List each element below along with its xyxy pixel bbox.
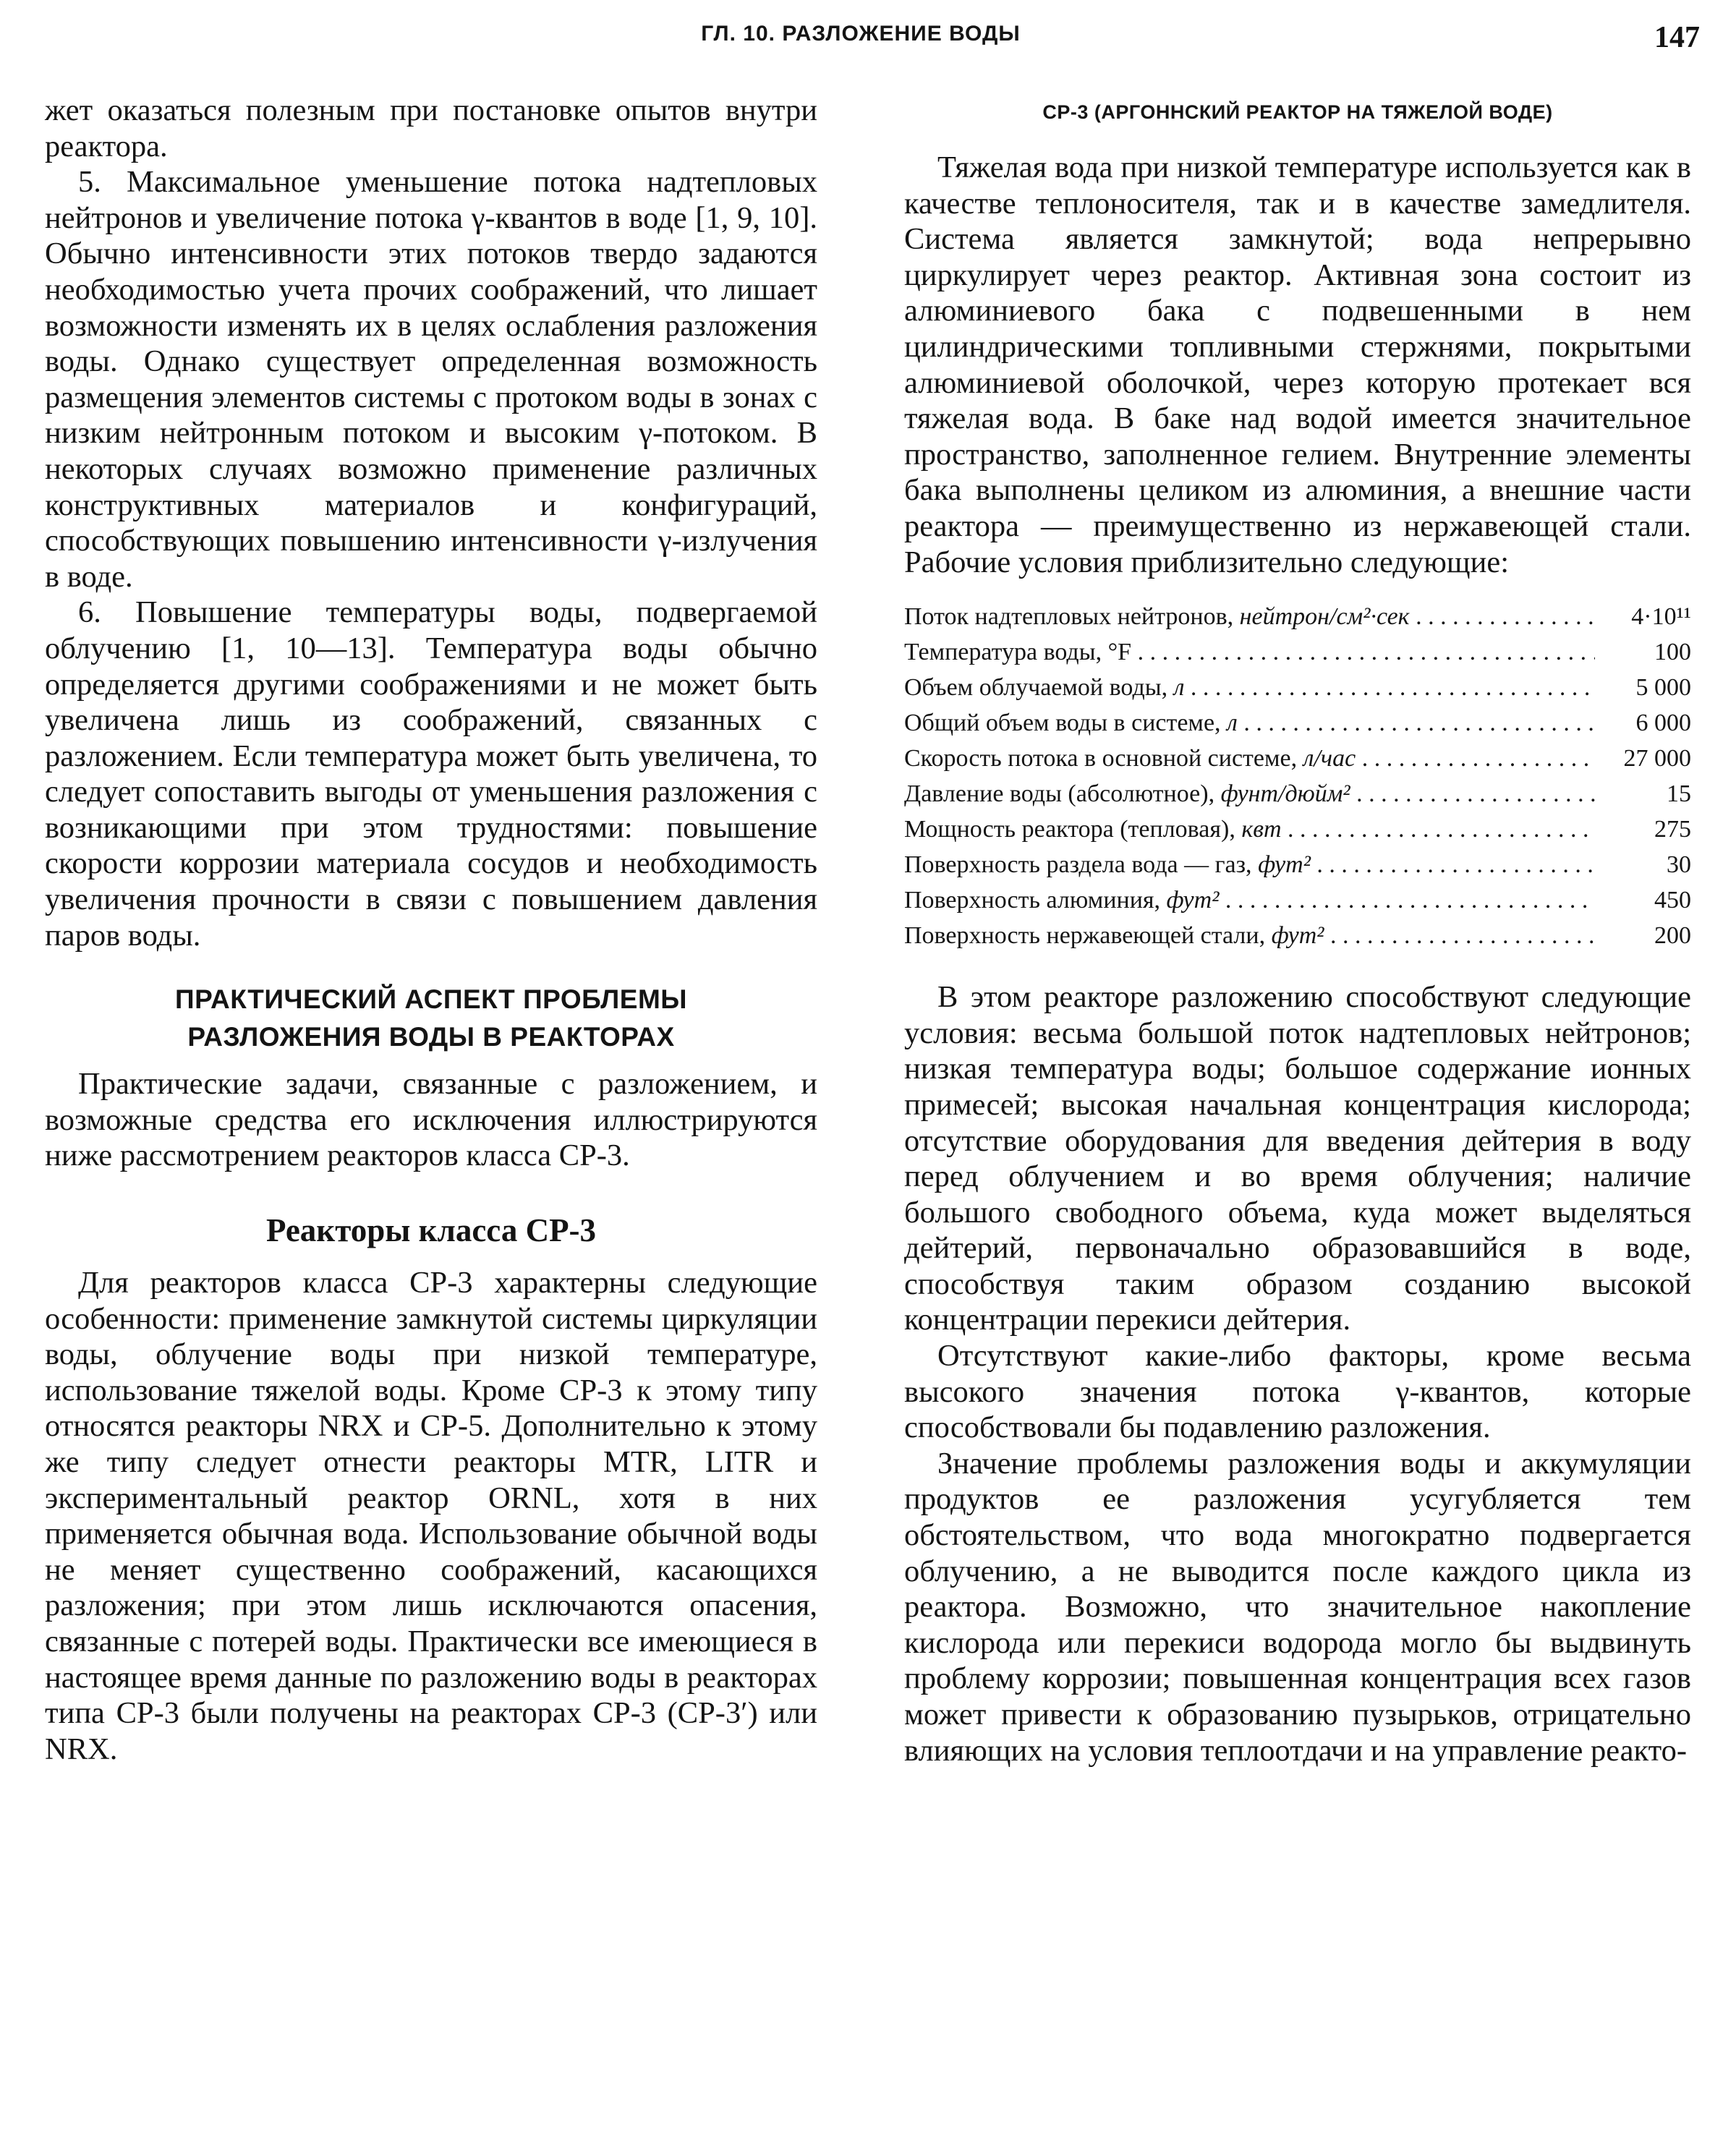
param-unit: нейтрон/см²·сек [1239, 603, 1410, 631]
param-unit: л [1173, 674, 1185, 702]
param-label-cell [904, 705, 1595, 741]
leader-dots [1356, 745, 1595, 772]
subheading: Реакторы класса СР-3 [265, 1212, 597, 1249]
paragraph: Для реакторов класса СР-3 характерны следующие особенности: применение замкнутой системы циркуляции воды, облучение воды при низкой температуре, использование тяжелой воды. Кроме СР-3 к этому типу относятся реакторы NRX и СР-5. Дополнительно к этому же типу следует отнести реакторы MTR, LITR и экспериментальный реактор ORNL, хотя в них применяется обычная вода. Использование обычной воды не меняет существенно соображений, касающихся разложения; при этом лишь исключаются опасения, связанные с потерей воды. Практически все имеющиеся в настоящее время данные по разложению воды в реакторах типа СР-3 были получены на реакторах СР-3 (СР-3′) или NRX. [45, 1266, 817, 1766]
table-row [904, 812, 1691, 847]
table-row [904, 918, 1691, 953]
param-label: Поверхность нержавеющей стали, [904, 922, 1266, 950]
param-label: Поток надтепловых нейтронов, [904, 603, 1234, 631]
table-row [904, 776, 1691, 812]
table-row [904, 599, 1691, 634]
param-unit: л/час [1303, 745, 1356, 772]
param-value: 27 000 [1623, 745, 1691, 772]
param-value: 5 000 [1635, 674, 1691, 702]
param-label-cell [904, 634, 1595, 670]
param-value: 30 [1667, 851, 1691, 879]
param-label-cell [904, 741, 1595, 776]
paragraph: жет оказаться полезным при постановке опытов внутри реактора. [45, 93, 817, 163]
param-label: Общий объем воды в системе, [904, 710, 1221, 737]
table-row [904, 705, 1691, 741]
leader-dots [1324, 922, 1595, 949]
param-label-cell [904, 882, 1595, 918]
param-label-cell [904, 847, 1595, 882]
leader-dots [1238, 710, 1595, 736]
param-unit: фунт/дюйм² [1220, 780, 1350, 808]
leader-dots [1410, 603, 1595, 630]
table-row [904, 882, 1691, 918]
table-row [904, 741, 1691, 776]
paragraph: 6. Повышение температуры воды, подвергаемой облучению [1, 10—13]. Температура воды обычно определяется другими соображениями и не может быть увеличена лишь из соображений, связанных с разложением. Если температура может быть увеличена, то следует сопоставить выгоды от уменьшения разложения с возникающими при этом трудностями: повышение скорости коррозии материала сосудов и необходимость увеличения прочности в связи с повышением давления паров воды. [45, 595, 817, 953]
param-label-cell [904, 776, 1595, 812]
param-label: Объем облучаемой воды, [904, 674, 1168, 702]
section-heading-line: ПРАКТИЧЕСКИЙ АСПЕКТ ПРОБЛЕМЫ [175, 984, 687, 1015]
paragraph: Отсутствуют какие-либо факторы, кроме весьма высокого значения потока γ-квантов, которые способствовали бы подавлению разложения. [904, 1339, 1691, 1445]
left-column [45, 93, 817, 1767]
param-label-cell [904, 918, 1595, 953]
param-value: 275 [1654, 816, 1691, 843]
leader-dots [1311, 851, 1595, 878]
operating-conditions-table [904, 599, 1691, 953]
running-title: ГЛ. 10. РАЗЛОЖЕНИЕ ВОДЫ [701, 22, 1021, 46]
param-value: 200 [1654, 922, 1691, 950]
section-heading: СР-3 (АРГОННСКИЙ РЕАКТОР НА ТЯЖЕЛОЙ ВОДЕ) [1042, 101, 1553, 123]
page-number: 147 [1654, 21, 1700, 54]
table-row [904, 634, 1691, 670]
leader-dots [1282, 816, 1595, 843]
leader-dots [1350, 780, 1595, 807]
param-label: Поверхность алюминия, [904, 887, 1161, 914]
param-label-cell [904, 599, 1595, 634]
param-value: 100 [1654, 639, 1691, 666]
param-value: 15 [1667, 780, 1691, 808]
param-value: 450 [1654, 887, 1691, 914]
param-label: Скорость потока в основной системе, [904, 745, 1298, 772]
leader-dots [1219, 887, 1595, 914]
paragraph: 5. Максимальное уменьшение потока надтепловых нейтронов и увеличение потока γ-квантов в воде [1, 9, 10]. Обычно интенсивности этих потоков твердо задаются необходимостью учета прочих соображений, что лишает возможности изменять их в целях ослабления разложения воды. Однако существует определенная возможность размещения элементов системы с протоком воды в зонах с низким нейтронным потоком и высоким γ-потоком. В некоторых случаях возможно применение различных конструктивных материалов и конфигураций, способствующих повышению интенсивности γ-излучения в воде. [45, 165, 817, 594]
param-value: 6 000 [1635, 710, 1691, 737]
paragraph: В этом реакторе разложению способствуют следующие условия: весьма большой поток надтепловых нейтронов; низкая температура воды; большое содержание ионных примесей; высокая начальная концентрация кислорода; отсутствие оборудования для введения дейтерия в воду перед облучением и во время облучения; наличие большого свободного объема, куда может выделяться дейтерий, первоначально образовавшийся в воде, способствуя таким образом созданию высокой концентрации перекиси дейтерия. [904, 980, 1691, 1337]
leader-dots [1184, 674, 1595, 701]
table-row [904, 847, 1691, 882]
param-value: 4·10¹¹ [1631, 603, 1691, 631]
paragraph: Значение проблемы разложения воды и аккумуляции продуктов ее разложения усугубляется тем обстоятельством, что вода многократно подвергается облучению, а не выводится после каждого цикла из реактора. Возможно, что значительное накопление кислорода или перекиси водорода могло бы выдвинуть проблему коррозии; повышенная концентрация всех газов может привести к образованию пузырьков, отрицательно влияющих на условия теплоотдачи и на управление реакто- [904, 1446, 1691, 1768]
leader-dots [1131, 639, 1595, 665]
param-label: Поверхность раздела вода — газ, [904, 851, 1252, 879]
param-unit: квт [1241, 816, 1282, 843]
paragraph: Тяжелая вода при низкой температуре используется как в качестве теплоносителя, так и в качестве замедлителя. Система является замкнутой; вода непрерывно циркулирует через реактор. Активная зона состоит из алюминиевого бака с подвешенными в нем цилиндрическими топливными стержнями, покрытыми алюминиевой оболочкой, через которую протекает вся тяжелая вода. В баке над водой имеется значительное пространство, заполненное гелием. Внутренние элементы бака выполнены целиком из алюминия, а внешние части реактора — преимущественно из нержавеющей стали. Рабочие условия приблизительно следующие: [904, 150, 1691, 579]
table-row [904, 670, 1691, 705]
param-unit: фут² [1166, 887, 1220, 914]
param-label: Температура воды, °F [904, 639, 1132, 666]
param-unit: фут² [1271, 922, 1324, 950]
param-label: Мощность реактора (тепловая), [904, 816, 1235, 843]
param-label-cell [904, 670, 1595, 705]
section-heading-line: РАЗЛОЖЕНИЯ ВОДЫ В РЕАКТОРАХ [187, 1022, 675, 1052]
right-column [904, 101, 1691, 1768]
param-unit: л [1227, 710, 1238, 737]
paragraph: Практические задачи, связанные с разложением, и возможные средства его исключения иллюстрируются ниже рассмотрением реакторов класса СР-3. [45, 1067, 817, 1173]
param-unit: фут² [1258, 851, 1311, 879]
param-label-cell [904, 812, 1595, 847]
param-label: Давление воды (абсолютное), [904, 780, 1215, 808]
